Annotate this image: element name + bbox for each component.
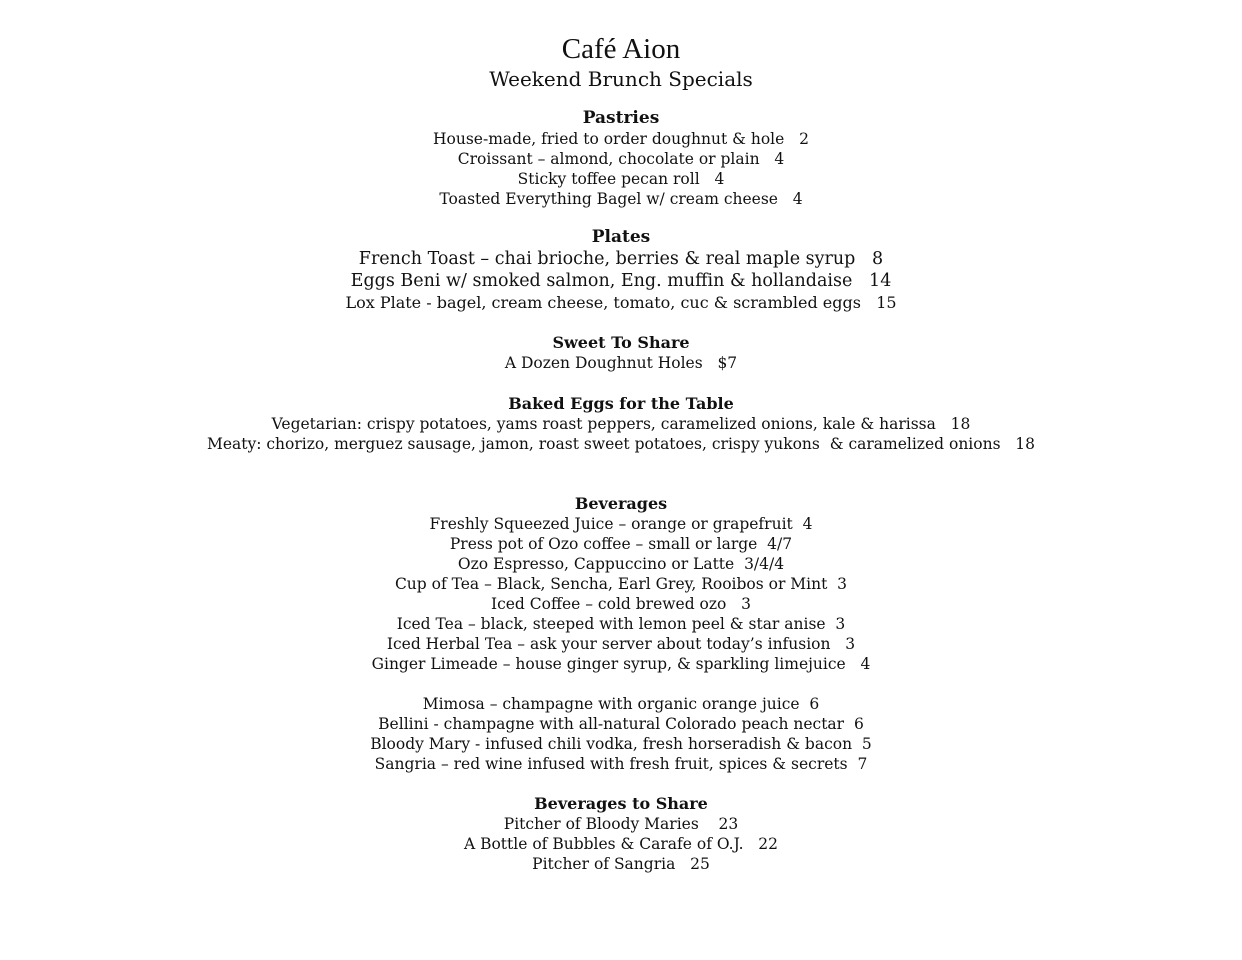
- menu-item: Bellini - champagne with all-natural Colorado peach nectar 6: [378, 715, 864, 733]
- menu-item: Ginger Limeade – house ginger syrup, & sparkling limejuice 4: [371, 655, 871, 673]
- section-pastries: [0, 108, 1242, 209]
- menu-item: Press pot of Ozo coffee – small or large 4/7: [449, 535, 793, 553]
- menu-item: Iced Tea – black, steeped with lemon peel & star anise 3: [396, 615, 846, 633]
- menu-item: Pitcher of Bloody Maries 23: [503, 815, 739, 833]
- menu-item: Sticky toffee pecan roll 4: [517, 170, 725, 188]
- menu-item: French Toast – chai brioche, berries & real maple syrup 8: [358, 249, 884, 269]
- menu-item: Ozo Espresso, Cappuccino or Latte 3/4/4: [457, 555, 785, 573]
- section-baked-eggs: [0, 394, 1242, 454]
- menu-item: Eggs Beni w/ smoked salmon, Eng. muffin & hollandaise 14: [350, 271, 892, 291]
- menu-item: Freshly Squeezed Juice – orange or grapefruit 4: [429, 515, 813, 533]
- section-beverages-to-share: [0, 794, 1242, 874]
- menu-item: Pitcher of Sangria 25: [532, 855, 710, 873]
- menu-item: Iced Herbal Tea – ask your server about today’s infusion 3: [386, 635, 856, 653]
- menu-item: House-made, fried to order doughnut & hole 2: [433, 130, 809, 148]
- menu-item: Bloody Mary - infused chili vodka, fresh horseradish & bacon 5: [370, 735, 872, 753]
- section-cocktails: [0, 694, 1242, 774]
- section-beverages: [0, 494, 1242, 674]
- section-sweet-to-share: [0, 333, 1242, 373]
- menu-item: Croissant – almond, chocolate or plain 4: [457, 150, 785, 168]
- menu-item: Meaty: chorizo, merguez sausage, jamon, roast sweet potatoes, crispy yukons & caramelized onions 18: [206, 435, 1036, 453]
- page-title: Café Aion: [561, 33, 681, 65]
- section-heading: Pastries: [582, 108, 660, 128]
- section-heading: Beverages: [574, 494, 668, 513]
- section-heading: Sweet To Share: [552, 333, 690, 352]
- section-plates: [0, 227, 1242, 313]
- section-heading: Plates: [591, 227, 651, 247]
- menu-item: Lox Plate - bagel, cream cheese, tomato, cuc & scrambled eggs 15: [345, 293, 897, 312]
- menu-item: Vegetarian: crispy potatoes, yams roast peppers, caramelized onions, kale & harissa 18: [271, 415, 971, 433]
- section-heading: Baked Eggs for the Table: [508, 394, 734, 413]
- menu-item: Iced Coffee – cold brewed ozo 3: [490, 595, 752, 613]
- menu-item: Sangria – red wine infused with fresh fruit, spices & secrets 7: [374, 755, 868, 773]
- menu-item: Cup of Tea – Black, Sencha, Earl Grey, Rooibos or Mint 3: [394, 575, 848, 593]
- menu-item: Toasted Everything Bagel w/ cream cheese 4: [439, 190, 803, 208]
- page-subtitle: Weekend Brunch Specials: [489, 67, 753, 91]
- section-heading: Beverages to Share: [534, 794, 708, 813]
- menu-item: A Bottle of Bubbles & Carafe of O.J. 22: [463, 835, 779, 853]
- menu-item: Mimosa – champagne with organic orange juice 6: [422, 695, 820, 713]
- menu-item: A Dozen Doughnut Holes $7: [504, 354, 738, 372]
